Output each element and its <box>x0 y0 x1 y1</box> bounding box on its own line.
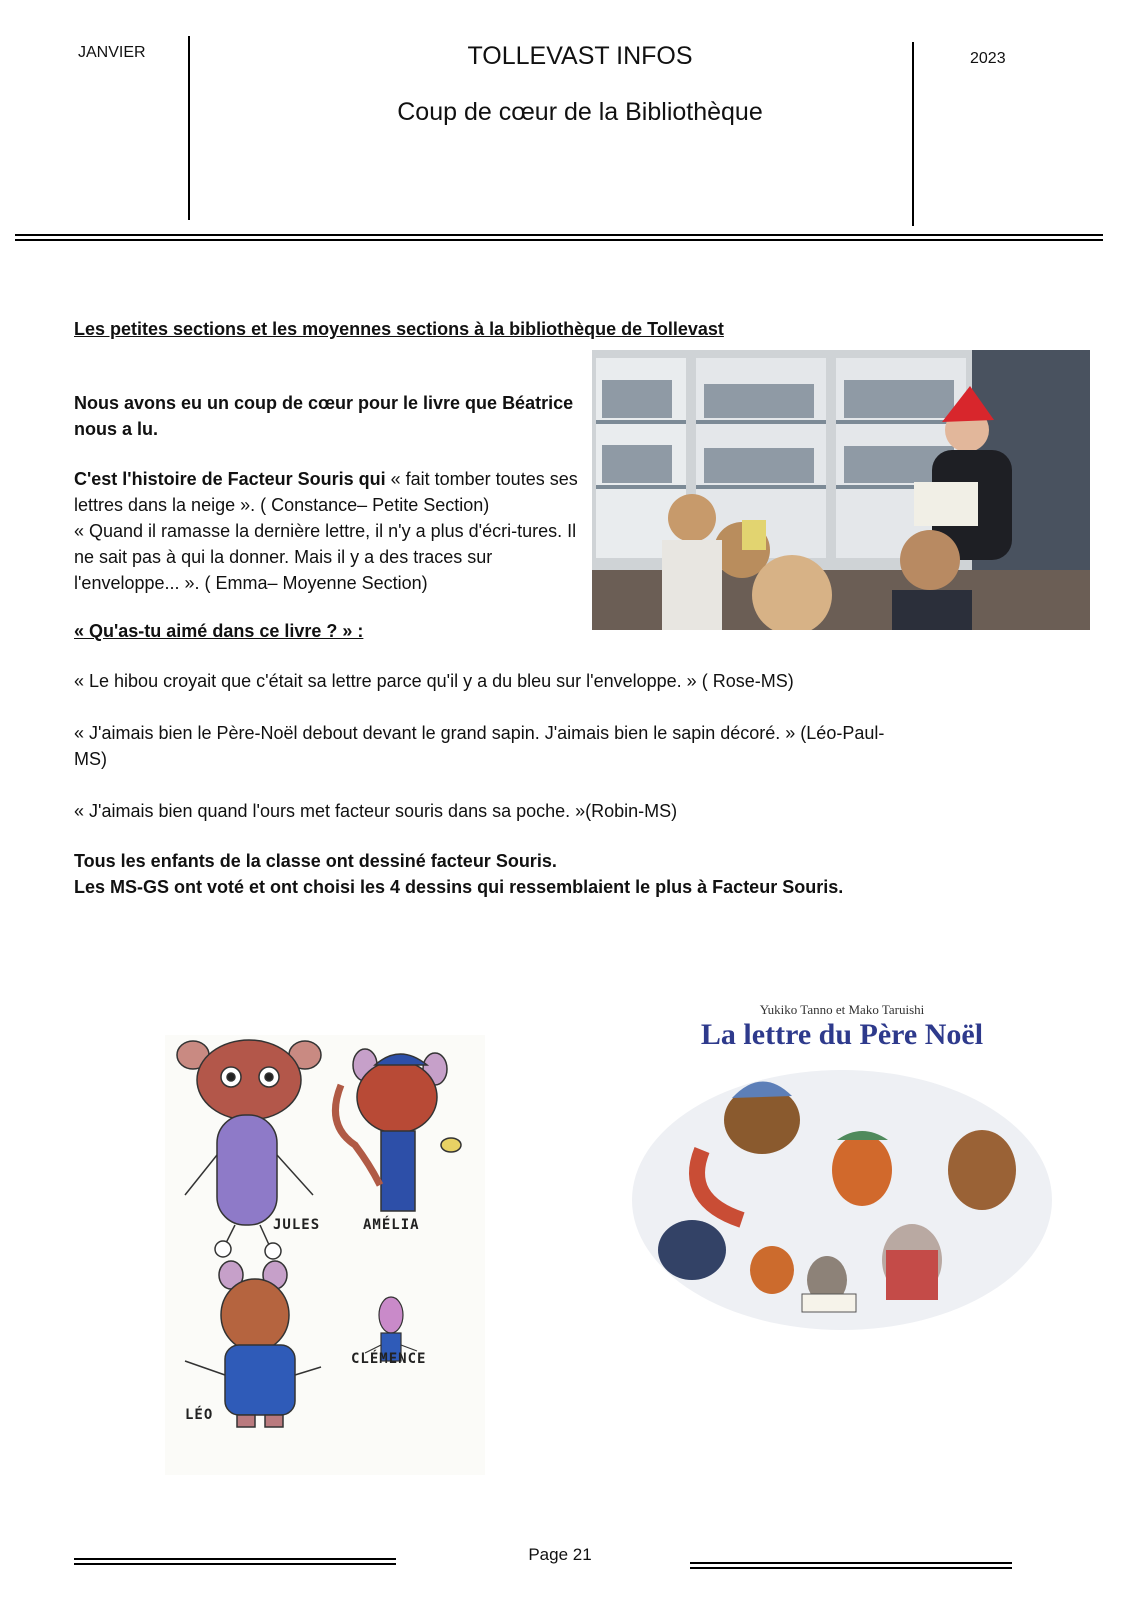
page-subtitle: Coup de cœur de la Bibliothèque <box>397 98 763 126</box>
drawing-label-leo: LÉO <box>185 1407 214 1423</box>
footer-rule-left-top <box>74 1558 396 1560</box>
library-reading-photo <box>592 350 1090 630</box>
drawing-leo <box>185 1261 321 1427</box>
final-line-2: Les MS-GS ont voté et ont choisi les 4 dessins qui ressemblaient le plus à Facteur Souris. <box>74 877 844 897</box>
footer-rule-left-bottom <box>74 1563 396 1565</box>
quote-leo-paul: « J'aimais bien le Père-Noël debout devant le grand sapin. J'aimais bien le sapin décoré. » (Léo-Paul-MS) <box>74 723 885 769</box>
drawing-amelia <box>335 1049 461 1211</box>
final-line-1: Tous les enfants de la classe ont dessiné facteur Souris. <box>74 851 557 871</box>
quote-robin: « J'aimais bien quand l'ours met facteur souris dans sa poche. »(Robin-MS) <box>74 801 678 821</box>
newsletter-title: TOLLEVAST INFOS <box>467 42 693 70</box>
question-heading: « Qu'as-tu aimé dans ce livre ? » : <box>74 621 364 641</box>
article-heading: Les petites sections et les moyennes sections à la bibliothèque de Tollevast <box>74 319 724 339</box>
story-bold: C'est l'histoire de Facteur Souris qui <box>74 469 386 489</box>
header-year: 2023 <box>970 50 1006 67</box>
photo-illustration <box>592 350 1090 630</box>
article-story <box>74 466 594 596</box>
footer-rule-right-bottom <box>690 1567 1012 1569</box>
page-number: Page 21 <box>528 1545 592 1564</box>
story-line-2: « Quand il ramasse la dernière lettre, il n'y a plus d'écri-tures. Il ne sait pas à qui la donner. Mais il y a des traces sur l'enveloppe... ». ( Emma– Moyenne Section) <box>74 521 577 593</box>
header-month: JANVIER <box>78 44 146 61</box>
story-rest: « fait tomber toutes ses lettres dans la neige ». ( Constance– Petite Section) <box>74 469 578 515</box>
header-divider-right <box>912 42 914 226</box>
quote-rose: « Le hibou croyait que c'était sa lettre parce qu'il y a du bleu sur l'enveloppe. » ( Rose-MS) <box>74 671 794 691</box>
header-rule-bottom <box>15 239 1103 241</box>
header-rule-top <box>15 234 1103 236</box>
book-authors: Yukiko Tanno et Mako Taruishi <box>759 1002 925 1017</box>
book-cover-illustration <box>622 1060 1062 1335</box>
book-cover <box>622 990 1062 1335</box>
children-drawings <box>165 1035 485 1475</box>
footer-rule-right-top <box>690 1562 1012 1564</box>
drawing-label-jules: JULES <box>273 1217 321 1233</box>
book-title: La lettre du Père Noël <box>700 1018 984 1051</box>
header-divider-left <box>188 36 190 220</box>
article-intro: Nous avons eu un coup de cœur pour le livre que Béatrice nous a lu. <box>74 393 574 439</box>
drawing-label-clemence: CLÉMENCE <box>351 1351 427 1367</box>
drawing-label-amelia: AMÉLIA <box>363 1217 420 1233</box>
